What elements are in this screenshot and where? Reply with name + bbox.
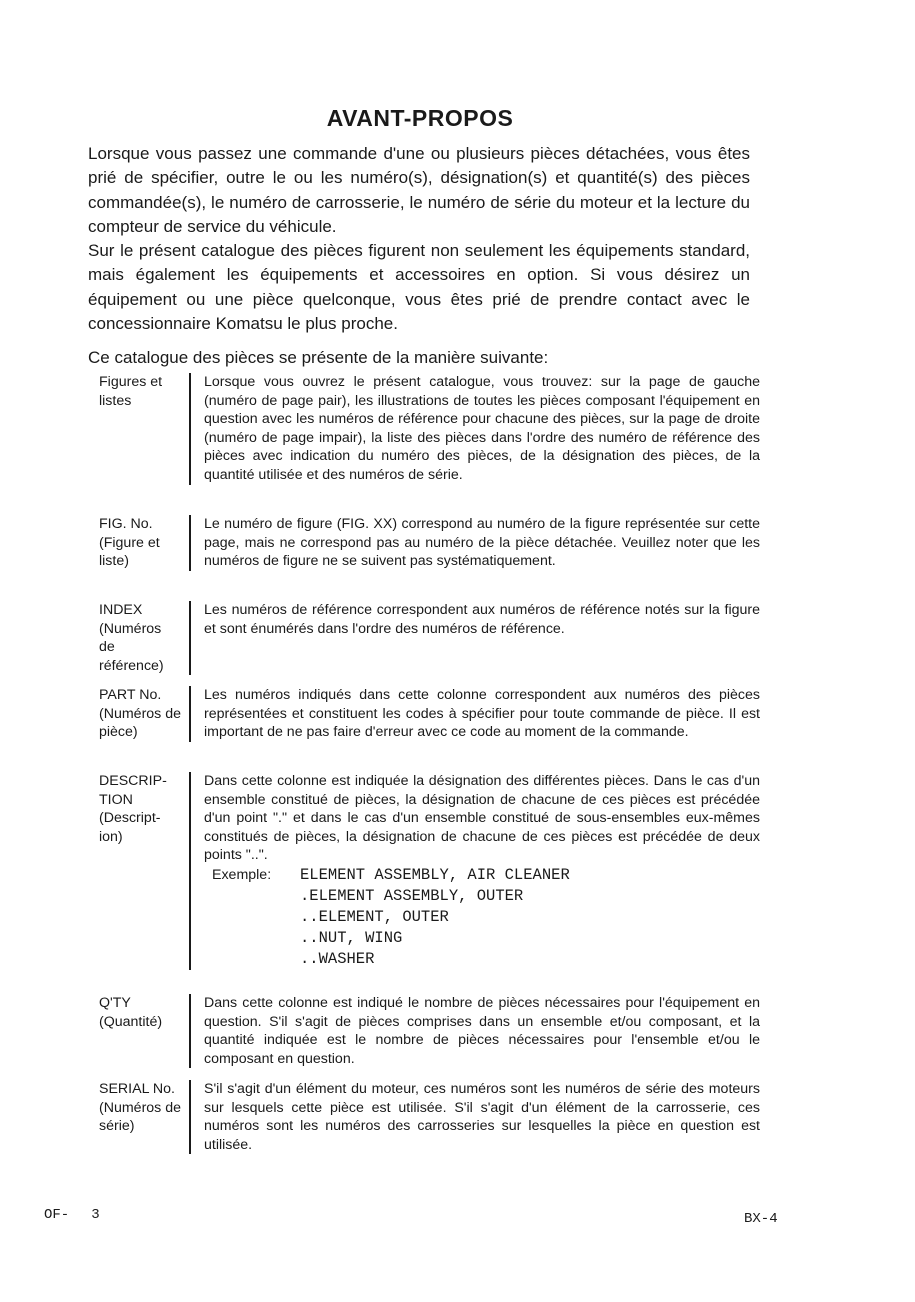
- entry-description: [189, 772, 760, 970]
- example-lines: [300, 865, 760, 970]
- entry-description: [189, 373, 760, 485]
- entry-text: Le numéro de figure (FIG. XX) correspond au numéro de la figure représentée sur cette page, mais ne correspond pas au numéro de la pièce détachée. Veuillez noter que les numéros de figure ne se suivent pas systématiquement.: [204, 516, 760, 570]
- intro-paragraph: Lorsque vous passez une commande d'une ou plusieurs pièces détachées, vous êtes prié de spécifier, outre le ou les numéro(s), désignation(s) et quantité(s) des pièces commandée(s), le numéro de carrosserie, le numéro de série du moteur et la lecture du compteur de service du véhicule.: [88, 144, 750, 236]
- entry-term: INDEX (Numéros de référence): [99, 602, 164, 674]
- catalogue-lead: Ce catalogue des pièces se présente de la manière suivante:: [88, 348, 549, 367]
- entry-text: Lorsque vous ouvrez le présent catalogue, vous trouvez: sur la page de gauche (numéro de page pair), les illustrations de toutes les pièces composant l'équipement en question avec les numéros de référence pour chacune des pièces, sur la page de droite (numéro de page impair), la liste des pièces dans l'ordre des numéro de référence des pièces avec indication du numéro des pièces, de la désignation des pièces, de la quantité utilisée et des numéros de série.: [204, 374, 760, 483]
- footer-model-code: BX-4: [744, 1211, 778, 1227]
- example-label: Exemple:: [212, 866, 272, 883]
- entry-description: [189, 601, 760, 675]
- example-block: [204, 865, 760, 970]
- entry-term: Q'TY (Quantité): [99, 995, 163, 1030]
- example-line: .ELEMENT ASSEMBLY, OUTER: [300, 886, 524, 905]
- example-line: ..NUT, WING: [300, 928, 403, 947]
- entry-description: [189, 686, 760, 742]
- entry-text: Les numéros de référence correspondent aux numéros de référence notés sur la figure et sont énumérés dans l'ordre des numéros de référence.: [204, 602, 760, 637]
- entry-term: FIG. No. (Figure et liste): [99, 516, 160, 570]
- footer-page-number: [44, 1207, 100, 1223]
- entry-text: Les numéros indiqués dans cette colonne correspondent aux numéros des pièces représentées et constituent les codes à spécifier pour toute commande de pièce. Il est important de ne pas faire d'erreur avec ce code au moment de la commande.: [204, 687, 760, 741]
- footer-prefix: OF-: [44, 1207, 70, 1223]
- entry-description: [189, 1080, 760, 1154]
- footer-number: 3: [91, 1207, 100, 1223]
- entry-description: [189, 515, 760, 571]
- example-line: ..WASHER: [300, 949, 375, 968]
- entry-text: Dans cette colonne est indiquée la désignation des différentes pièces. Dans le cas d'un ensemble constitué de pièces, la désignation de chacune de ces pièces est précédée d'un point "." et dans le cas d'un ensemble constitué de sous-ensembles eux-mêmes constitués de pièces, la désignation de chacune de ces pièces est précédée de deux points "..".: [204, 773, 760, 864]
- intro-text: [88, 142, 750, 336]
- intro-paragraph: Sur le présent catalogue des pièces figurent non seulement les équipements standard, mais également les équipements et accessoires en option. Si vous désirez un équipement ou une pièce quelconque, vous êtes prié de prendre contact avec le concessionnaire Komatsu le plus proche.: [88, 241, 750, 334]
- entry-term: Figures et listes: [99, 374, 163, 409]
- entry-term: SERIAL No. (Numéros de série): [99, 1081, 182, 1135]
- entry-description: [189, 994, 760, 1068]
- entry-term: PART No. (Numéros de pièce): [99, 687, 182, 741]
- entry-text: S'il s'agit d'un élément du moteur, ces numéros sont les numéros de série des moteurs sur lesquels cette pièce est utilisée. S'il s'agit d'un élément de la carrosserie, ces numéros sont les numéros des carrosseries sur lesquelles la pièce en question est utilisée.: [204, 1081, 760, 1153]
- entry-term: DESCRIP-TION (Descript-ion): [99, 773, 167, 845]
- example-line: ..ELEMENT, OUTER: [300, 907, 449, 926]
- page-title: AVANT-PROPOS: [326, 105, 514, 131]
- entry-text: Dans cette colonne est indiqué le nombre de pièces nécessaires pour l'équipement en question. S'il s'agit de pièces comprises dans un ensemble et/ou composant, et la quantité indiquée est le nombre de pièces nécessaires pour l'ensemble et/ou le composant en question.: [204, 995, 760, 1067]
- example-line: ELEMENT ASSEMBLY, AIR CLEANER: [300, 865, 570, 884]
